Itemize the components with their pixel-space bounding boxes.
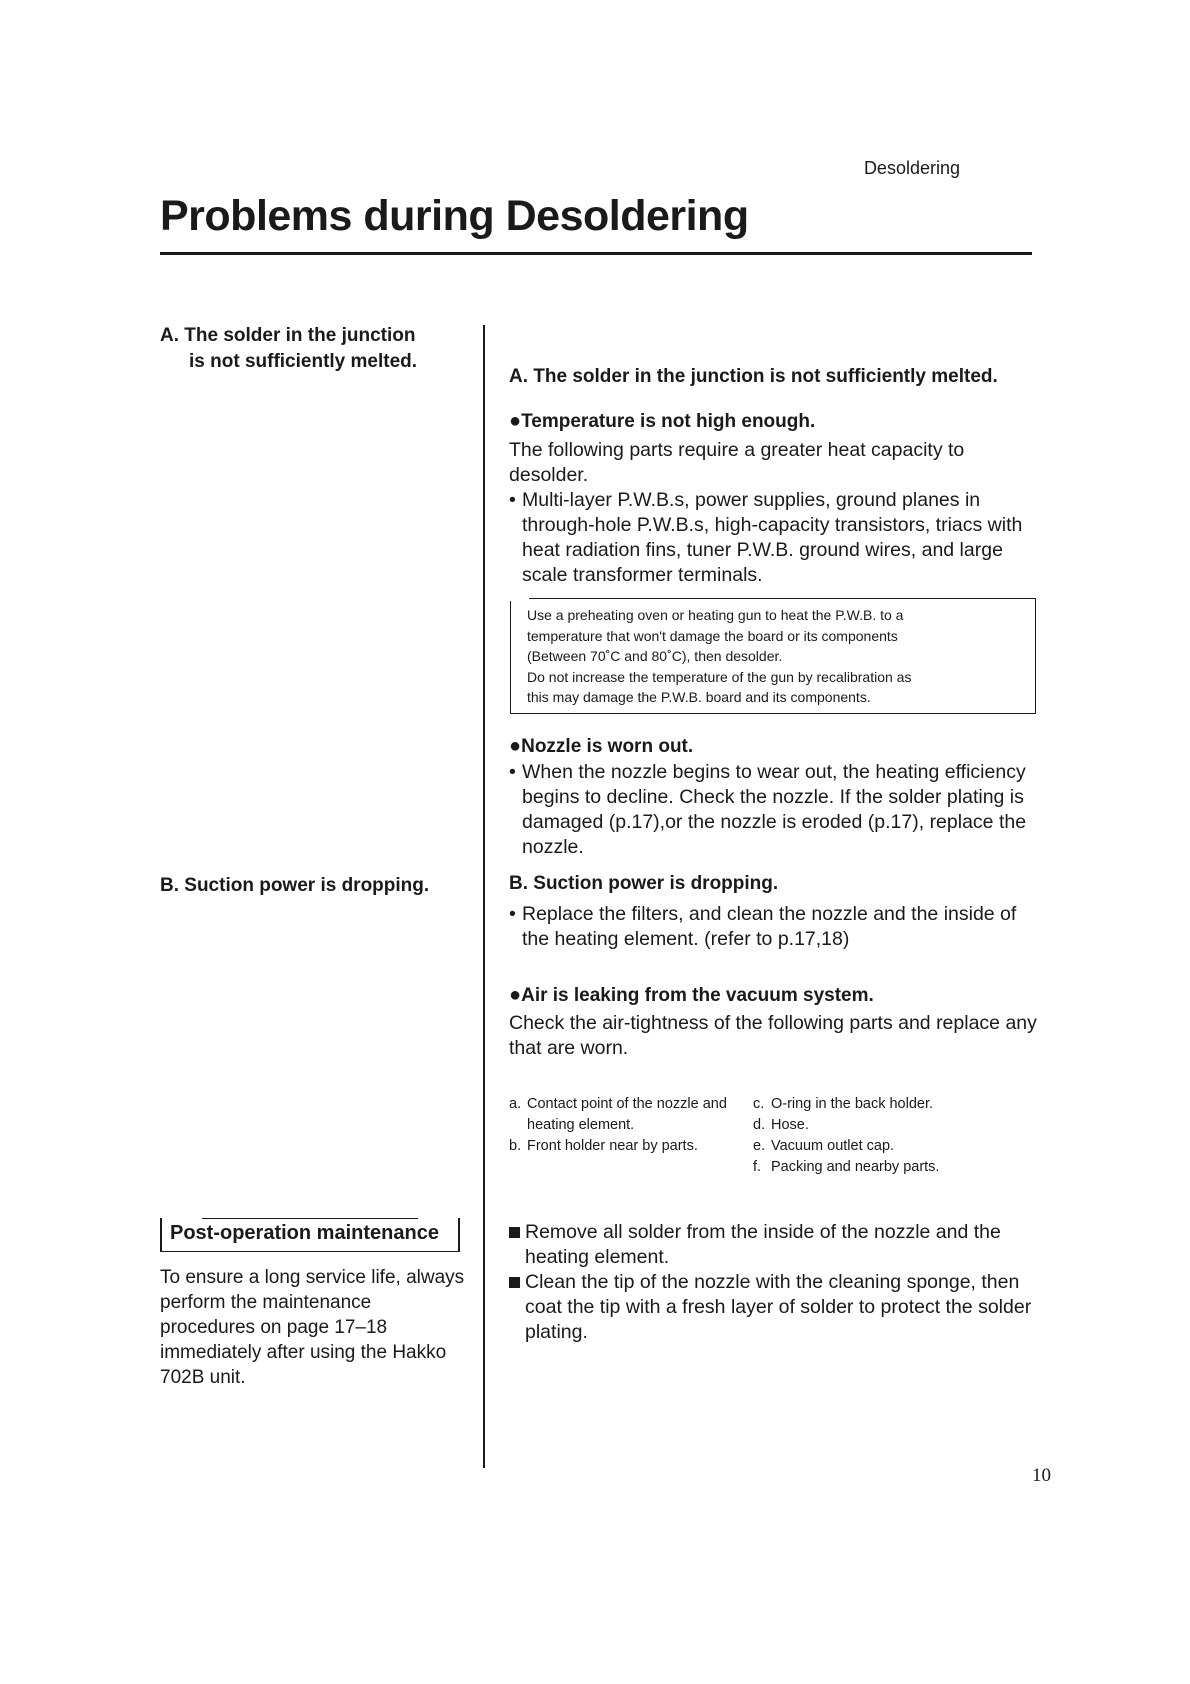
note-line: Use a preheating oven or heating gun to heat the P.W.B. to a (527, 607, 904, 623)
nozzle-heading (509, 735, 1039, 758)
list-item: a. Contact point of the nozzle and heating element. (509, 1096, 727, 1133)
list-item: e. Vacuum outlet cap. (753, 1138, 895, 1154)
temperature-item-text: Multi-layer P.W.B.s, power supplies, ground planes in through-hole P.W.B.s, high-capacity transistors, triacs with heat radiation fins, tuner P.W.B. ground wires, and large scale transformer terminals. (522, 489, 1023, 586)
title-rule (160, 252, 1032, 255)
sidebar-heading-a-line1: A. The solder in the junction (160, 325, 416, 346)
air-leak-body: Check the air-tightness of the following parts and replace any that are worn. (509, 1012, 1037, 1059)
post-operation-label: Post-operation maintenance (170, 1222, 439, 1244)
list-item: f. Packing and nearby parts. (753, 1159, 940, 1175)
bullet-mark: • (509, 489, 516, 511)
list-item: c. O-ring in the back holder. (753, 1096, 934, 1112)
bullet-mark: • (509, 903, 516, 925)
air-leak-heading-text: Air is leaking from the vacuum system. (521, 985, 874, 1006)
suction-item (509, 902, 1039, 952)
note-box (510, 598, 1036, 714)
bullet-dot-icon: ● (509, 735, 522, 757)
temperature-item (509, 488, 1039, 588)
post-operation-label-box (160, 1218, 460, 1252)
square-bullet-icon (509, 1277, 520, 1288)
sidebar-heading-b: B. Suction power is dropping. (160, 875, 430, 896)
sidebar-heading-a-line2: is not sufficiently melted. (189, 351, 418, 372)
temperature-heading-text: Temperature is not high enough. (521, 411, 816, 432)
post-operation-text: To ensure a long service life, always perform the maintenance procedures on page 17–18 immediately after using the Hakko 702B unit. (160, 1267, 465, 1388)
section-a-heading: A. The solder in the junction is not sufficiently melted. (509, 366, 998, 387)
nozzle-item (509, 760, 1039, 860)
sidebar-heading-a (160, 323, 417, 375)
temperature-body: The following parts require a greater heat capacity to desolder. (509, 439, 965, 486)
parts-list-right (753, 1094, 1013, 1178)
maintenance-list (509, 1220, 1039, 1345)
square-bullet-icon (509, 1227, 520, 1238)
note-line: (Between 70˚C and 80˚C), then desolder. (527, 648, 783, 664)
air-leak-heading (509, 984, 1039, 1007)
list-item: Clean the tip of the nozzle with the cleaning sponge, then coat the tip with a fresh layer of solder to protect the solder plating. (509, 1270, 1039, 1345)
note-line: temperature that won't damage the board or its components (527, 627, 898, 644)
column-divider (483, 325, 485, 1468)
temperature-heading (509, 410, 1039, 433)
bullet-dot-icon: ● (509, 984, 522, 1006)
suction-item-text: Replace the filters, and clean the nozzle and the inside of the heating element. (refer to p.17,18) (522, 903, 1017, 950)
note-line: Do not increase the temperature of the gun by recalibration as (527, 668, 912, 685)
list-item: b. Front holder near by parts. (509, 1138, 698, 1154)
bullet-dot-icon: ● (509, 410, 522, 432)
nozzle-item-text: When the nozzle begins to wear out, the heating efficiency begins to decline. Check the nozzle. If the solder plating is damaged (p.17),or the nozzle is eroded (p.17), replace the nozzle. (522, 761, 1027, 858)
running-header: Desoldering (863, 158, 960, 178)
parts-list-left (509, 1094, 749, 1157)
nozzle-heading-text: Nozzle is worn out. (521, 736, 694, 757)
bullet-mark: • (509, 761, 516, 783)
page-title: Problems during Desoldering (160, 192, 749, 240)
list-item: Remove all solder from the inside of the nozzle and the heating element. (509, 1220, 1039, 1270)
list-item: d. Hose. (753, 1117, 809, 1133)
section-b-heading: B. Suction power is dropping. (509, 873, 779, 894)
note-line: this may damage the P.W.B. board and its components. (527, 689, 871, 705)
page-number: 10 (1032, 1465, 1051, 1486)
